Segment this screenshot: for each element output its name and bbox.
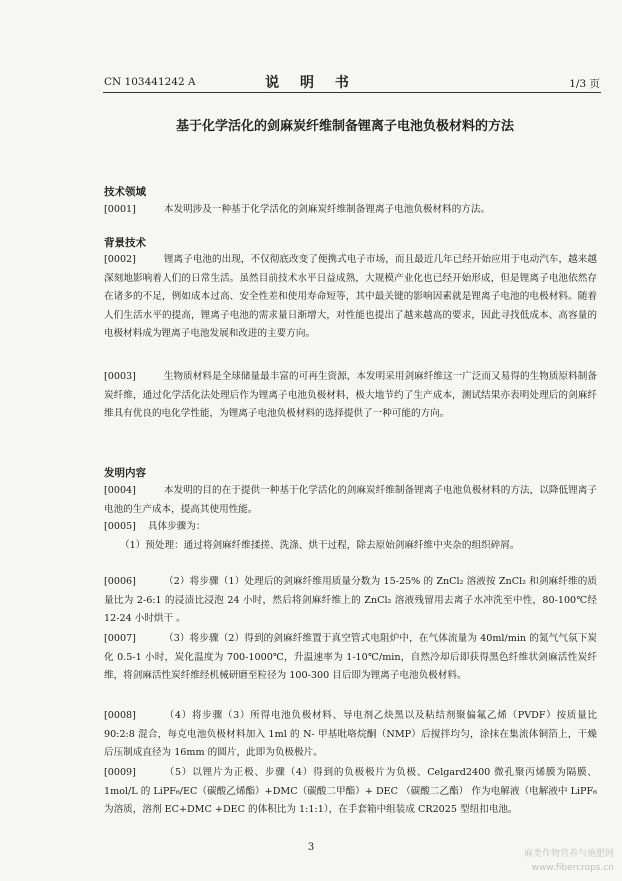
paragraph-0005 [104, 518, 597, 537]
paragraph-0007 [104, 630, 597, 686]
paragraph-text: （3）将步骤（2）得到的剑麻纤维置于真空管式电阻炉中，在气体流量为 40ml/min 的氮气气氛下炭化 0.5-1 小时，炭化温度为 700-1000℃，升温速率为 1-10℃/min，自然冷却后即获得黑色纤维状剑麻活性炭纤维，将剑麻活性炭纤维经机械研磨至粒径为 100-300 目后即为锂离子电池负极材料。 [104, 633, 597, 681]
paragraph-text: （4）将步骤（3）所得电池负极材料、导电剂乙炔黑以及粘结剂聚偏氟乙烯（PVDF）按质量比 90:2:8 混合，每克电池负极材料加入 1ml 的 N- 甲基吡咯烷酮（NMP）后搅拌均匀，涂抹在集流体铜箔上，干燥后压制成直径为 16mm 的圆片，此即为负极极片。 [104, 710, 597, 758]
paragraph-text: 生物质材料是全球储量最丰富的可再生资源，本发明采用剑麻纤维这一广泛而又易得的生物质原料制备炭纤维，通过化学活化法处理后作为锂离子电池负极材料，极大地节约了生产成本，测试结果亦表明处理后的剑麻纤维具有优良的电化学性能，为锂离子电池负极材料的选择提供了一种可能的方向。 [104, 371, 597, 419]
paragraph-0006 [104, 573, 597, 629]
paragraph-number: [0008] [104, 710, 136, 721]
paragraph-step-1 [104, 537, 597, 556]
paragraph-number: [0002] [104, 254, 136, 265]
paragraph-text: （1）预处理：通过将剑麻纤维揉搓、洗涤、烘干过程，除去原始剑麻纤维中夹杂的组织碎屑。 [120, 540, 520, 551]
section-heading-background: 背景技术 [104, 237, 146, 249]
paragraph-0008 [104, 707, 597, 763]
paragraph-text: （2）将步骤（1）处理后的剑麻纤维用质量分数为 15-25% 的 ZnCl₂ 溶液按 ZnCl₂ 和剑麻纤维的质量比为 2-6:1 的浸渍比浸泡 24 小时，然后将剑麻纤维上的 ZnCl₂ 溶液残留用去离子水冲洗至中性，80-100℃经 12-24 小时烘干 。 [104, 576, 597, 624]
paragraph-number: [0003] [104, 371, 136, 382]
paragraph-number: [0006] [104, 576, 136, 587]
paragraph-0009 [104, 764, 597, 820]
paragraph-number: [0004] [104, 485, 136, 496]
patent-number: CN 103441242 A [104, 76, 196, 88]
section-heading-tech-field: 技术领域 [104, 186, 146, 198]
paragraph-number: [0001] [104, 204, 136, 215]
section-heading-invention: 发明内容 [104, 467, 146, 479]
paragraph-0003 [104, 368, 597, 424]
paragraph-text: 具体步骤为： [147, 521, 206, 532]
paragraph-text: （5）以锂片为正极、步骤（4）得到的负极极片为负极、Celgard2400 微孔聚丙烯膜为隔膜、1mol/L 的 LiPF₆/EC（碳酸乙烯酯）+DMC（碳酸二甲酯）+ DEC （碳酸二乙酯） 作为电解液（电解液中 LiPF₆ 为溶质，溶剂 EC+DMC +DEC 的体积比为 1:1:1），在手套箱中组装成 CR2025 型纽扣电池。 [104, 767, 597, 815]
page-number: 3 [307, 842, 315, 853]
paragraph-text: 本发明的目的在于提供一种基于化学活化的剑麻炭纤维制备锂离子电池负极材料的方法，以降低锂离子电池的生产成本，提高其使用性能。 [104, 485, 597, 515]
page-of-indicator: 1/3 页 [569, 78, 600, 90]
paragraph-0001 [104, 201, 597, 220]
paragraph-0002 [104, 251, 597, 344]
paragraph-0004 [104, 482, 597, 519]
header-divider [103, 92, 601, 93]
paragraph-number: [0009] [104, 767, 136, 778]
watermark-line-1: 麻类作物营养与施肥网 [523, 849, 614, 859]
watermark-line-2: www.fibercrops.cn [531, 863, 614, 873]
paragraph-text: 锂离子电池的出现，不仅彻底改变了便携式电子市场，而且最近几年已经开始应用于电动汽车，越来越深刻地影响着人们的日常生活。虽然目前技术水平日益成熟，大规模产业化也已经开始形成，但是锂离子电池依然存在诸多的不足，例如成本过高、安全性差和使用寿命短等，其中最关键的影响因素就是锂离子电池的电极材料。随着人们生活水平的提高，锂离子电池的需求量日渐增大，对性能也提出了越来越高的要求，因此寻找低成本、高容量的电极材料成为锂离子电池发展和改进的主要方向。 [104, 254, 597, 339]
paragraph-number: [0005] [104, 521, 136, 532]
paragraph-number: [0007] [104, 633, 136, 644]
document-type: 说 明 书 [265, 75, 357, 91]
watermark [524, 847, 614, 875]
document-title: 基于化学活化的剑麻炭纤维制备锂离子电池负极材料的方法 [175, 119, 514, 134]
paragraph-text: 本发明涉及一种基于化学活化的剑麻炭纤维制备锂离子电池负极材料的方法。 [163, 204, 491, 215]
